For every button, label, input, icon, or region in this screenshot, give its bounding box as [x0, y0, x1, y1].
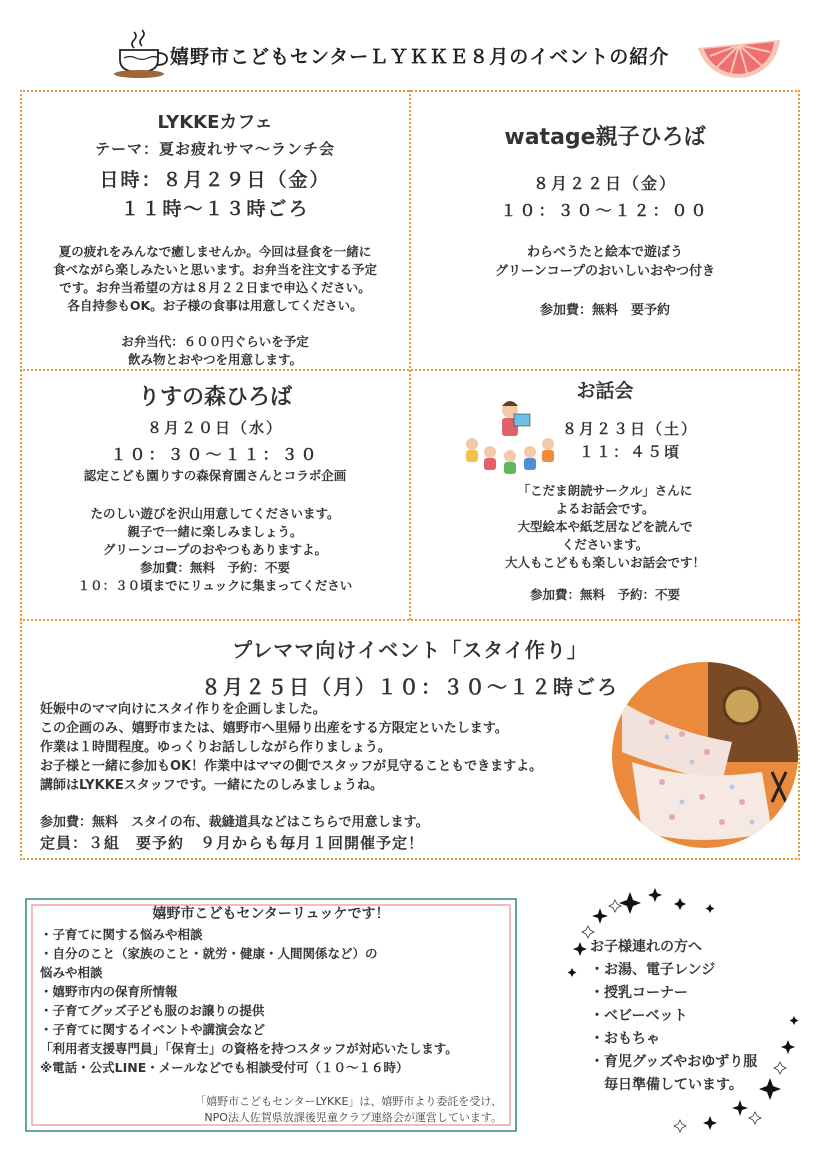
- ohanashi-title: お話会: [576, 380, 634, 402]
- ohanashi-date: ８月２３日（土）: [561, 420, 698, 438]
- support-item: 「利用者支援専門員」「保育士」の資格を持つスタッフが対応いたします。: [40, 1041, 458, 1056]
- facilities-item: ・育児グッズやおゆずり服: [590, 1054, 758, 1070]
- risu-body-line: たのしい遊びを沢山用意してくださいます。: [90, 506, 340, 521]
- premama-datetime: ８月２５日（月）１０：３０〜１２時ごろ: [201, 675, 619, 699]
- cafe-fee-line: 飲み物とおやつを用意します。: [127, 352, 302, 367]
- support-title: 嬉野市こどもセンターリュッケです！: [152, 906, 390, 922]
- bib-photo: [612, 662, 798, 848]
- watage-time: １０：３０〜１２：００: [500, 201, 710, 220]
- watage-fee: 参加費：無料 要予約: [539, 303, 670, 318]
- risu-body-line: １０：３０頃までにリュックに集まってください: [77, 578, 353, 593]
- grid-divider-horizontal-2: [20, 619, 800, 621]
- premama-body-line: 講師はLYKKEスタッフです。一緒にたのしみましょうね。: [40, 778, 384, 793]
- ohanashi-body-block: [411, 482, 799, 604]
- cafe-date: 日時：８月２９日（金）: [99, 169, 331, 191]
- support-item: ・子育てに関するイベントや講演会など: [40, 1022, 266, 1037]
- premama-fee: 参加費：無料 スタイの布、裁縫道具などはこちらで用意します。: [40, 815, 429, 830]
- ohanashi-body: [411, 482, 799, 572]
- ohanashi-body-line: 大型絵本や紙芝居などを読んで: [517, 519, 693, 534]
- facilities-list: [590, 936, 800, 1097]
- page-header: [0, 28, 820, 88]
- ohanashi-section: [411, 376, 799, 403]
- coffee-cup-icon: [112, 28, 172, 80]
- risu-collab: 認定こども園りすの森保育園さんとコラボ企画: [83, 468, 347, 483]
- ohanashi-datetime: [540, 418, 720, 462]
- page-title: 嬉野市こどもセンターＬＹＫＫＥ８月のイベントの紹介: [170, 46, 670, 68]
- cafe-body: [22, 243, 408, 315]
- facilities-item: ・おもちゃ: [590, 1031, 660, 1047]
- cafe-body-line: 食べながら楽しみたいと思います。お弁当を注文する予定: [52, 262, 377, 277]
- watage-title: watage親子ひろば: [504, 125, 706, 150]
- support-item: ・自分のこと（家族のこと・就労・健康・人間関係など）の: [40, 946, 378, 961]
- ohanashi-time: １１：４５頃: [578, 443, 681, 461]
- facilities-item: お子様連れの方へ: [590, 939, 702, 955]
- ohanashi-body-line: くださいます。: [561, 537, 649, 552]
- risu-time: １０：３０〜１１：３０: [110, 445, 320, 464]
- premama-title: プレママ向けイベント「スタイ作り」: [232, 638, 588, 662]
- premama-body: [40, 700, 620, 853]
- premama-body-line: 妊娠中のママ向けにスタイ作りを企画しました。: [40, 702, 326, 717]
- support-footer-line: 「嬉野市こどもセンターLYKKE」は、嬉野市より委託を受け、: [195, 1095, 502, 1108]
- watage-body-line: わらべうたと絵本で遊ぼう: [526, 245, 683, 260]
- premama-body-line: この企画のみ、嬉野市または、嬉野市へ里帰り出産をする方限定といたします。: [40, 721, 508, 736]
- ohanashi-fee: 参加費：無料 予約：不要: [529, 587, 680, 602]
- cafe-fee: [22, 333, 408, 369]
- risu-body-line: 参加費：無料 予約：不要: [139, 560, 290, 575]
- risu-body-line: グリーンコープのおやつもありますよ。: [102, 542, 328, 557]
- cafe-section: [22, 108, 408, 369]
- cafe-body-line: 夏の疲れをみんなで癒しませんか。今回は昼食を一緒に: [58, 244, 372, 259]
- support-item: ・嬉野市内の保育所情報: [40, 984, 178, 999]
- support-list: [40, 925, 510, 1077]
- premama-body-line: お子様と一緒に参加もOK！作業中はママの側でスタッフが見守ることもできますよ。: [40, 759, 543, 774]
- risu-section: [22, 380, 408, 595]
- watage-date: ８月２２日（金）: [532, 174, 677, 193]
- support-footer-line: NPO法人佐賀県放課後児童クラブ連絡会が運営しています。: [204, 1111, 502, 1124]
- ohanashi-body-line: 大人もこどもも楽しいお話会です！: [504, 555, 705, 570]
- watage-section: [411, 120, 799, 320]
- support-footer: [22, 1094, 502, 1126]
- support-item: ・子育てグッズ子ども服のお譲りの提供: [40, 1003, 265, 1018]
- cafe-time: １１時〜１３時ごろ: [120, 198, 310, 220]
- support-item: ・子育てに関する悩みや相談: [40, 927, 203, 942]
- risu-body-line: 親子で一緒に楽しみましょう。: [127, 524, 303, 539]
- risu-title: りすの森ひろば: [137, 385, 292, 410]
- ohanashi-body-line: 「こだま朗読サークル」さんに: [517, 483, 693, 498]
- risu-body: [22, 505, 408, 595]
- premama-body-line: 作業は１時間程度。ゆっくりお話ししながら作りましょう。: [40, 740, 391, 755]
- facilities-item: ・お湯、電子レンジ: [590, 962, 716, 978]
- premama-capacity: 定員：３組 要予約 ９月からも毎月１回開催予定！: [40, 834, 425, 852]
- grapefruit-icon: [694, 34, 784, 88]
- cafe-title: LYKKEカフェ: [157, 112, 273, 133]
- support-item: 悩みや相談: [40, 965, 103, 980]
- risu-date: ８月２０日（水）: [146, 419, 283, 437]
- grid-divider-horizontal-1: [20, 369, 800, 371]
- watage-body: [411, 243, 799, 281]
- facilities-item: 毎日準備しています。: [590, 1077, 743, 1093]
- support-item: ※電話・公式LINE・メールなどでも相談受付可（１０〜１６時）: [40, 1060, 409, 1075]
- cafe-body-line: です。お弁当希望の方は８月２２日まで申込ください。: [59, 280, 371, 295]
- facilities-item: ・授乳コーナー: [590, 985, 688, 1001]
- cafe-theme: テーマ：夏お疲れサマ〜ランチ会: [94, 140, 335, 158]
- watage-body-line: グリーンコープのおいしいおやつ付き: [494, 264, 716, 279]
- cafe-fee-line: お弁当代：６００円ぐらいを予定: [121, 334, 309, 349]
- cafe-body-line: 各自持参もOK。お子様の食事は用意してください。: [67, 298, 363, 313]
- facilities-item: ・ベビーベット: [590, 1008, 688, 1024]
- ohanashi-body-line: よるお話会です。: [555, 501, 655, 516]
